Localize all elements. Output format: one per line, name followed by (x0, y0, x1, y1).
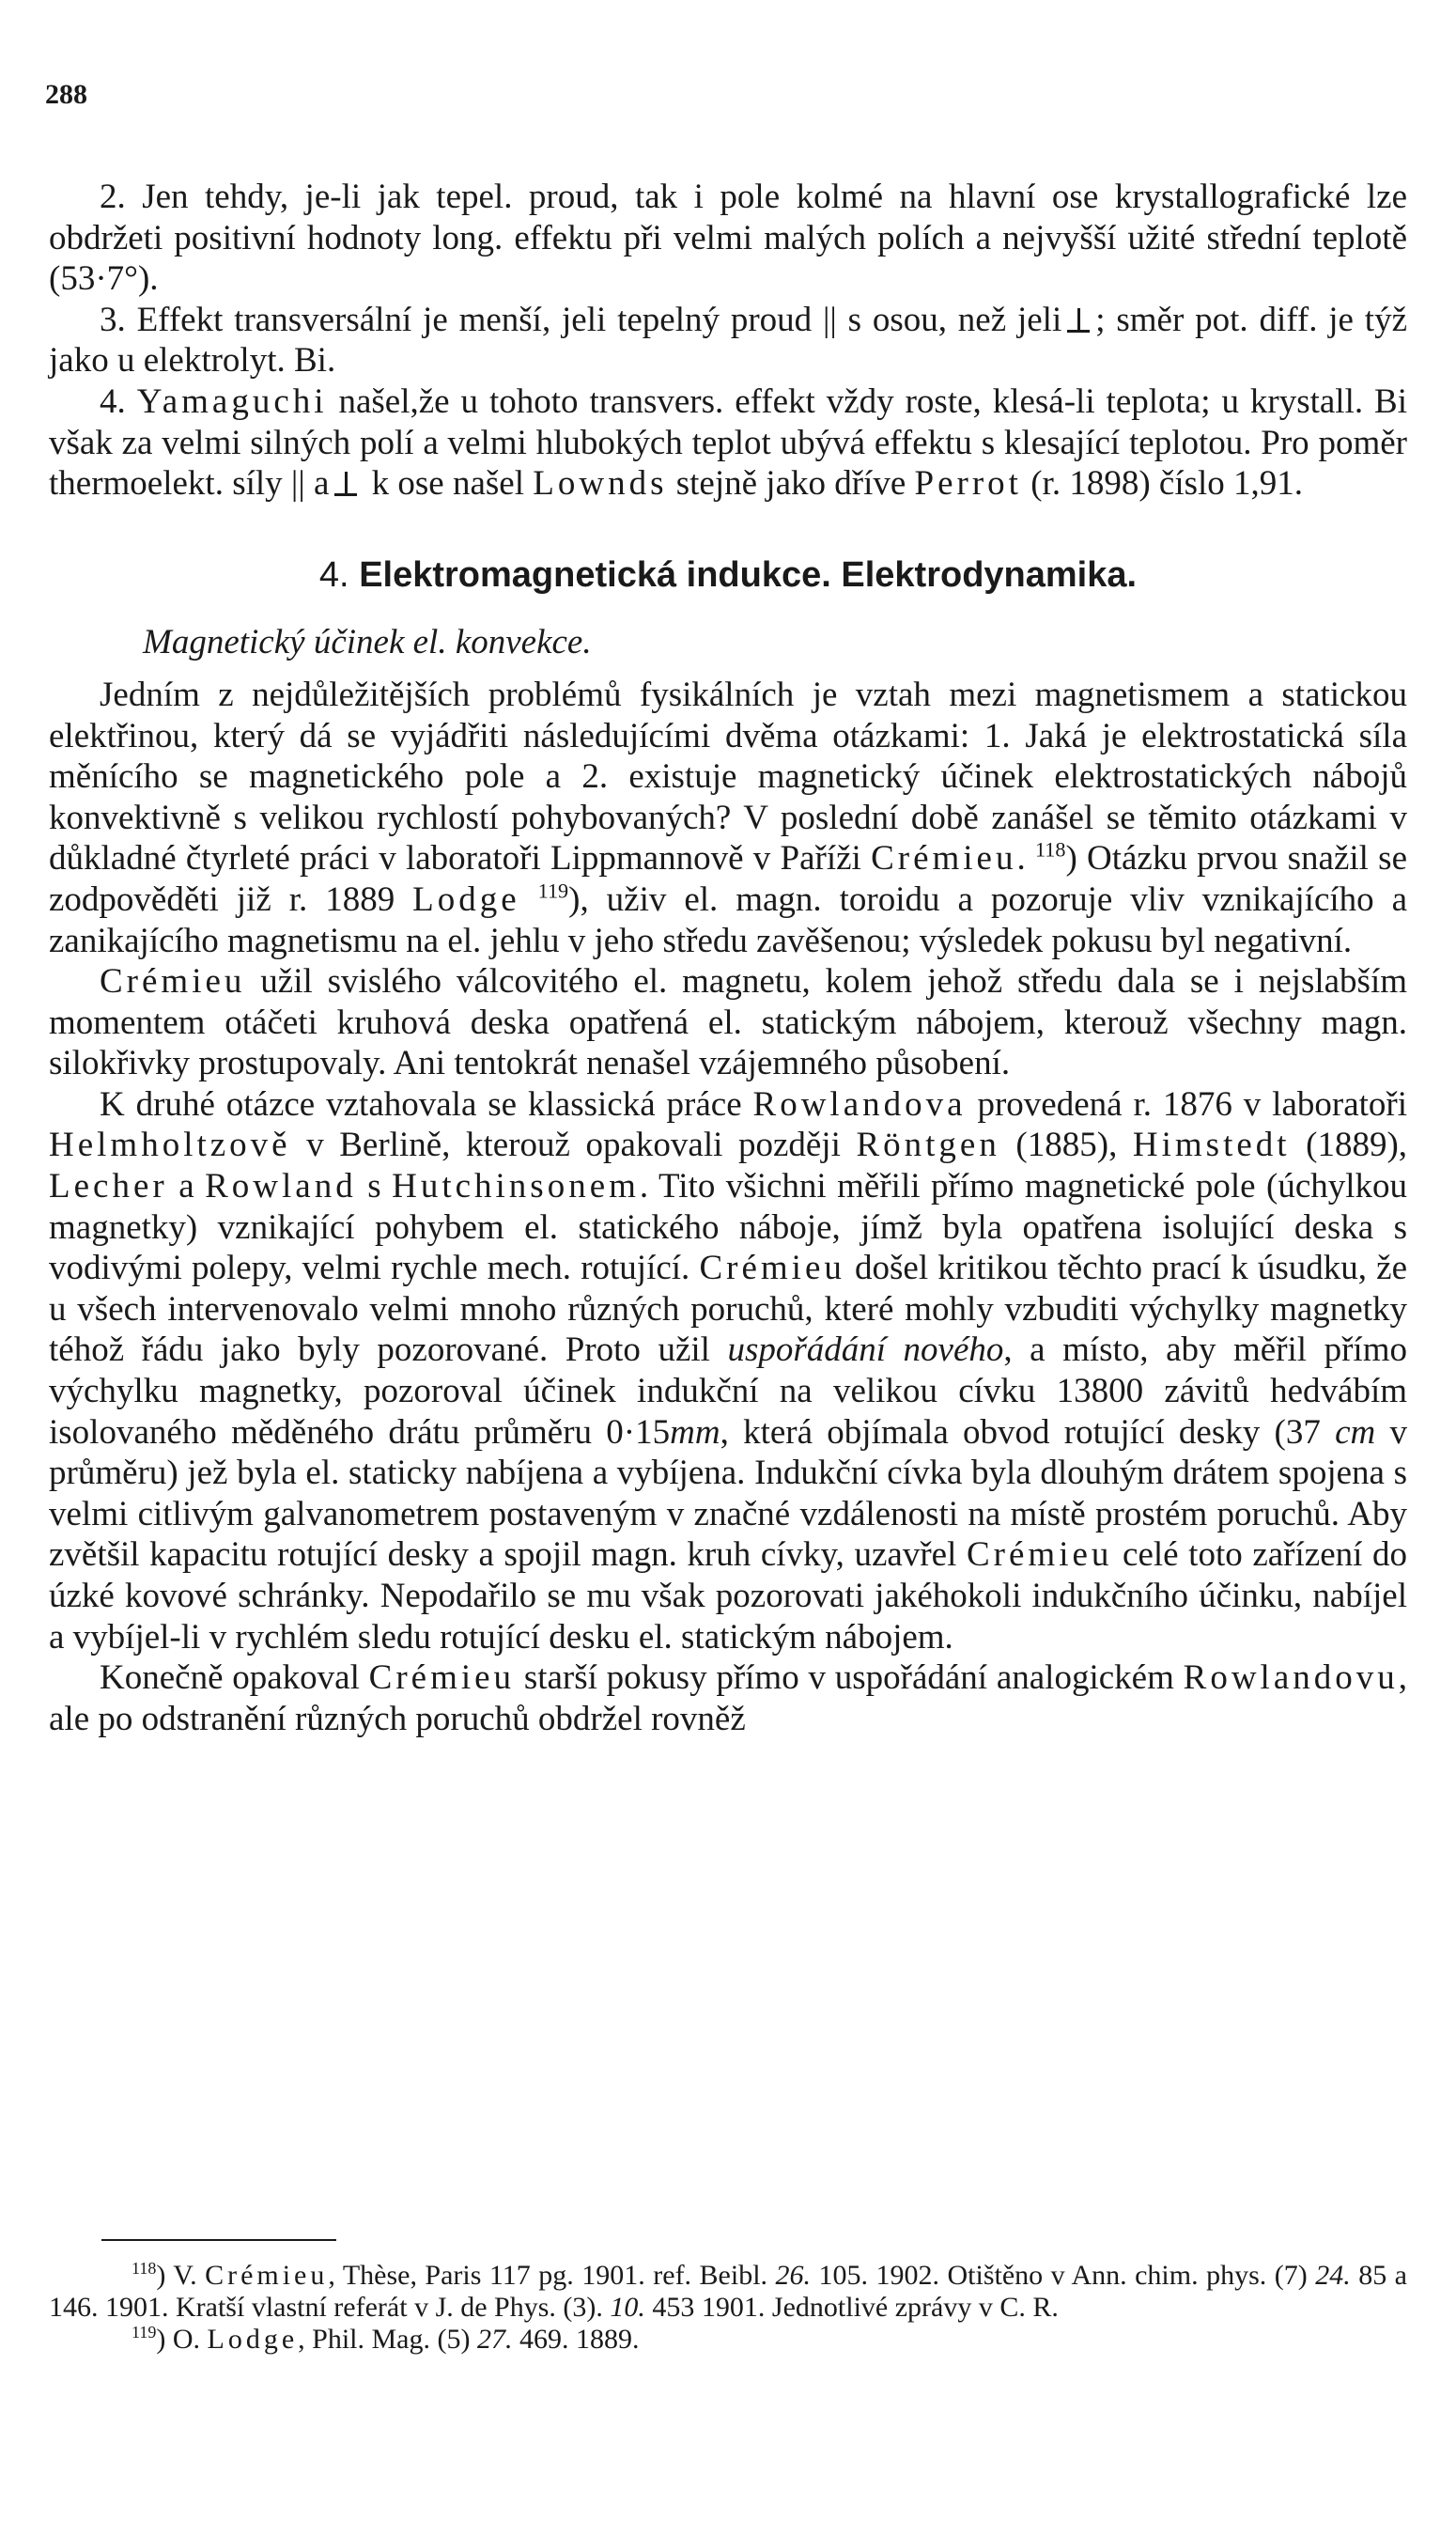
author-name: Crémieu (205, 2260, 329, 2291)
author-name: Helmholtzově (49, 1126, 291, 1165)
footnote-ref[interactable]: 119 (537, 879, 569, 903)
list-item-4-text-c: k ose našel (371, 464, 525, 504)
perpendicular-symbol-icon (1067, 308, 1090, 333)
body-paragraph-2 (49, 961, 1407, 1084)
footnote-text: , Thèse, Paris 117 pg. 1901. ref. Beibl. (328, 2260, 768, 2291)
author-name: Yamaguchi (136, 381, 328, 421)
footnote-ref[interactable]: 118 (1034, 837, 1066, 862)
list-item-4 (49, 381, 1407, 505)
paragraph-text: K druhé otázce vztahovala se klassická práce (100, 1084, 742, 1124)
list-item-4-number: 4. (100, 381, 126, 421)
section-subtitle: Magnetický účinek el. konvekce. (143, 623, 592, 662)
paragraph-text: , která objímala obvod rotující desky (37 (720, 1412, 1321, 1452)
paragraph-text: celé toto zařízení do úzké kovové schránky. Nepodařilo se mu však pozorovati jakéhokoli indukčního účinku, nabíjel a vybíjel-li v rychlém sledu rotující desku el. statickým nábojem. (49, 1535, 1408, 1657)
author-name: Röntgen (856, 1126, 1000, 1165)
author-name: Crémieu (871, 839, 1017, 879)
section-number: 4. (318, 554, 349, 595)
body-paragraph-4 (49, 1657, 1407, 1739)
body-paragraph-3 (49, 1084, 1407, 1657)
footnotes (49, 2239, 1407, 2356)
author-name: Lodge (412, 879, 520, 919)
author-name: Rowlandova (752, 1084, 967, 1124)
author-name: Lodge (207, 2324, 299, 2355)
paragraph-text: došel kritikou těchto prací k úsudku, že u všech intervenovalo velmi mnoho různých poruchů, které mohly vzbuditi výchylky magnetky téhož řádu jako byly pozorované. Proto užil (49, 1249, 1408, 1370)
page-number: 288 (45, 79, 87, 110)
paragraph-text: starší pokusy přímo v uspořádání analogickém (523, 1658, 1174, 1698)
paragraph-text: (1889), (1306, 1126, 1408, 1165)
footnote-text: 105. 1902. Otištěno v Ann. chim. phys. (7) (818, 2260, 1308, 2291)
section-heading (49, 555, 1407, 597)
author-name: Lecher (49, 1167, 168, 1206)
footnote-mark: 119 (132, 2323, 157, 2342)
paragraph-text: užil svislého válcovitého el. magnetu, kolem jehož středu dala se i nejslabším momentem otáčeti kruhová deska opatřená el. statickým nábojem, kterouž všechny magn. silokřivky prostupovaly. Ani tentokrát nenašel vzájemného působení. (49, 962, 1407, 1083)
paragraph-text: ) Otázku prvou snažil se zodpověděti již r. 1889 (49, 839, 1408, 919)
section-title: Elektromagnetická indukce. Elektrodynamika. (359, 554, 1138, 595)
emphasis-text: uspořádání nového (727, 1330, 1004, 1370)
author-name: Hutchinsonem (392, 1167, 640, 1206)
list-item-4-text-e: (r. 1898) číslo 1,91. (1030, 464, 1304, 504)
author-name: Himstedt (1132, 1126, 1291, 1165)
list-item-3 (49, 300, 1407, 381)
paragraph-text: a (178, 1167, 194, 1206)
list-item-4-text-b: našel,že u tohoto transvers. effekt vždy roste, klesá-li teplota; u krystall. Bi však za velmi silných polí a velmi hlubokých teplot ubývá effektu s klesající teplotou. Pro poměr thermoelekt. síly || a (49, 381, 1407, 504)
author-name: Crémieu (100, 962, 246, 1002)
author-name: Lownds (533, 464, 668, 504)
author-name: Rowland (205, 1167, 357, 1206)
unit-text: cm (1335, 1412, 1376, 1452)
list-item-2 (49, 177, 1407, 300)
footnote-118 (49, 2260, 1407, 2324)
footnote-text: 469. 1889. (519, 2324, 640, 2355)
list-item-2-text: 2. Jen tehdy, je-li jak tepel. proud, tak i pole kolmé na hlavní ose krystallografické lze obdržeti positivní hodnoty long. effektu při velmi malých polích a nejvyšší užité střední teplotě (53·7°). (49, 178, 1407, 299)
author-name: Crémieu (368, 1658, 516, 1698)
footnote-text: ) V. (156, 2260, 197, 2291)
footnote-119 (49, 2324, 1407, 2356)
unit-text: mm (670, 1412, 720, 1452)
page-body (49, 177, 1407, 1739)
volume-number: 27. (476, 2324, 513, 2355)
paragraph-text: v Berlině, kterouž opakovali později (306, 1126, 841, 1165)
footnote-text: 85 a 146. 1901. Kratší vlastní referát v J. de Phys. (3). (49, 2260, 1407, 2323)
paragraph-text: v průměru) jež byla el. staticky nabíjena a vybíjena. Indukční cívka byla dlouhým drátem spojena s velmi citlivým galvanometrem postaveným v značné vzdálenosti na místě prostém poruchů. Aby zvětšil kapacitu rotující desky a spojil magn. kruh cívky, uzavřel (49, 1412, 1408, 1575)
paragraph-text: , ale po odstranění různých poruchů obdržel rovněž (49, 1658, 1407, 1738)
volume-number: 24. (1315, 2260, 1351, 2291)
volume-number: 10. (610, 2292, 645, 2323)
footnote-mark: 118 (132, 2259, 157, 2278)
body-paragraph-1: Jedním z nejdůležitějších problémů fysikálních je vztah mezi magnetismem a statickou elektřinou, který dá se vyjádřiti následujícími dvěma otázkami: 1. Jaká je elektrostatická síla měnícího se magnetického pole a 2. existuje magnetický účinek elektrostatických nábojů konvektivně s velikou rychlostí pohybovaných? V poslední době zanášel se těmito otázkami v důkladné čtyrleté práci v laboratoři Lippmannově v Paříži Crémieu. $^{118}$) Otázku prvou snažil se zodpověděti již r. 1889 Lodge $^{119}$), uživ el. magn. toroidu a pozoruje vliv vznikajícího a zanikajícího magnetismu na el. jehlu v jeho středu zavěšenou; výsledek pokusu byl negativní. (49, 675, 1408, 960)
footnote-text: 453 1901. Jednotlivé zprávy v C. R. (652, 2292, 1059, 2323)
author-name: Perrot (914, 464, 1022, 504)
paragraph-text: provedená r. 1876 v laboratoři (977, 1084, 1408, 1124)
paragraph-text: (1885), (1015, 1126, 1118, 1165)
paragraph-text: Jedním z nejdůležitějších problémů fysikálních je vztah mezi magnetismem a statickou elektřinou, který dá se vyjádřiti následujícími dvěma otázkami: 1. Jaká je elektrostatická síla měnícího se magnetického pole a 2. existuje magnetický účinek elektrostatických nábojů konvektivně s velikou rychlostí pohybovaných? V poslední době zanášel se těmito otázkami v důkladné čtyrleté práci v laboratoři Lippmannově v Paříži (49, 675, 1407, 879)
paragraph-text: . Tito všichni měřili přímo magnetické pole (úchylkou magnetky) vznikající pohybem el. statického náboje, jímž byla opatřena isolující deska s vodivými polepy, velmi rychle mech. rotující. (49, 1167, 1408, 1288)
list-item-3-text-b: ; směr pot. diff. je týž jako u elektrolyt. Bi. (49, 300, 1408, 381)
paragraph-text: ), uživ el. magn. toroidu a pozoruje vliv vznikajícího a zanikajícího magnetismu na el. jehlu v jeho středu zavěšenou; výsledek pokusu byl negativní. (49, 879, 1408, 960)
footnote-text: , Phil. Mag. (5) (298, 2324, 471, 2355)
author-name: Crémieu (967, 1535, 1113, 1575)
footnote-text: ) O. (156, 2324, 200, 2355)
paragraph-text: Konečně opakoval (100, 1658, 360, 1698)
author-name: Crémieu (699, 1249, 845, 1288)
list-item-4-text-d: stejně jako dříve (675, 464, 906, 504)
perpendicular-symbol-icon (334, 472, 357, 496)
footnote-divider (101, 2239, 336, 2241)
author-name: Rowlandovu (1183, 1658, 1399, 1698)
paragraph-text: , a místo, aby měřil přímo výchylku magnetky, pozoroval účinek indukční na velikou cívku 13800 závitů hedvábím isolovaného měděného drátu průměru 0·15 (49, 1330, 1407, 1452)
volume-number: 26. (775, 2260, 812, 2291)
paragraph-text: s (367, 1167, 381, 1206)
list-item-3-text-a: 3. Effekt transversální je menší, jeli tepelný proud || s osou, než jeli (100, 300, 1062, 339)
